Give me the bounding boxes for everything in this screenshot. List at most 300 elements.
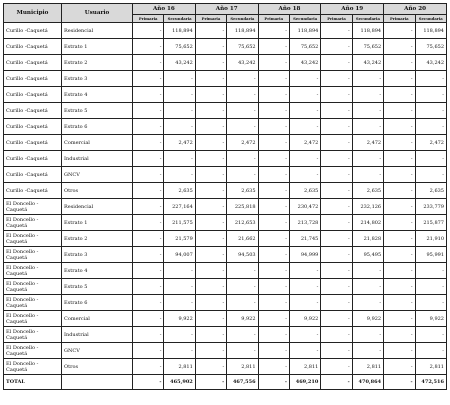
usuario-cell: Estrato 1 [62,39,133,55]
usuario-cell: Estrato 5 [62,103,133,119]
secundaria-cell: - [164,279,195,295]
secundaria-cell: 2,811 [415,359,446,375]
secundaria-cell: 225,818 [227,199,258,215]
column-header-usuario: Usuario [62,4,133,23]
primaria-cell: - [321,247,352,263]
municipio-cell: El Doncello - Caquetá [4,231,62,247]
usuario-cell: Comercial [62,311,133,327]
primaria-cell: - [321,119,352,135]
primaria-cell: - [321,215,352,231]
primaria-cell: - [258,167,289,183]
column-header-secundaria: Secundaria [164,15,195,23]
primaria-cell: - [321,103,352,119]
primaria-cell: - [195,263,226,279]
municipio-cell: El Doncello - Caquetá [4,327,62,343]
secundaria-cell: - [352,279,383,295]
primaria-cell: - [384,151,415,167]
secundaria-cell: - [415,263,446,279]
primaria-cell: - [133,199,164,215]
secundaria-cell: - [289,263,320,279]
secundaria-cell: 2,472 [289,135,320,151]
column-header-secundaria: Secundaria [289,15,320,23]
primaria-cell: - [384,359,415,375]
municipio-cell: El Doncello - Caquetá [4,215,62,231]
primaria-cell: - [195,359,226,375]
secundaria-cell: 118,894 [352,23,383,39]
secundaria-cell: 9,922 [164,311,195,327]
primaria-cell: - [133,167,164,183]
primaria-cell: - [321,263,352,279]
primaria-cell: - [384,103,415,119]
primaria-cell: - [258,279,289,295]
municipio-cell: Curillo -Caquetá [4,103,62,119]
primaria-cell: - [258,103,289,119]
secundaria-cell: - [164,343,195,359]
usuario-cell: Estrato 3 [62,247,133,263]
primaria-cell: - [258,295,289,311]
primaria-cell: - [133,119,164,135]
demand-table [3,3,447,390]
secundaria-cell: 214,802 [352,215,383,231]
primaria-cell: - [384,215,415,231]
column-header-primaria: Primaria [195,15,226,23]
usuario-cell: Estrato 4 [62,87,133,103]
secundaria-cell: - [352,327,383,343]
primaria-cell: - [133,279,164,295]
total-cell: - [384,375,415,390]
primaria-cell: - [258,359,289,375]
primaria-cell: - [133,359,164,375]
total-row [4,375,447,390]
primaria-cell: - [195,71,226,87]
column-header-year: Año 17 [195,4,258,15]
secundaria-cell: 75,652 [352,39,383,55]
primaria-cell: - [384,135,415,151]
secundaria-cell: - [289,279,320,295]
secundaria-cell: - [164,167,195,183]
municipio-cell: Curillo -Caquetá [4,71,62,87]
primaria-cell: - [195,183,226,199]
primaria-cell: - [384,311,415,327]
primaria-cell: - [384,23,415,39]
total-cell: - [321,375,352,390]
demand-table-container [3,3,447,390]
municipio-cell: El Doncello - Caquetá [4,359,62,375]
primaria-cell: - [195,151,226,167]
primaria-cell: - [321,135,352,151]
table-row [4,327,447,343]
table-row [4,167,447,183]
table-row [4,55,447,71]
usuario-cell: Otros [62,359,133,375]
primaria-cell: - [321,359,352,375]
column-header-year: Año 16 [133,4,196,15]
table-row [4,183,447,199]
secundaria-cell: 94,007 [164,247,195,263]
primaria-cell: - [133,215,164,231]
secundaria-cell: 230,472 [289,199,320,215]
primaria-cell: - [258,71,289,87]
secundaria-cell: 21,662 [227,231,258,247]
primaria-cell: - [384,87,415,103]
primaria-cell: - [195,39,226,55]
secundaria-cell: 21,579 [164,231,195,247]
usuario-cell: GNCV [62,167,133,183]
usuario-cell: Estrato 3 [62,71,133,87]
secundaria-cell: 2,635 [352,183,383,199]
column-header-primaria: Primaria [384,15,415,23]
column-header-primaria: Primaria [133,15,164,23]
secundaria-cell: 95,495 [352,247,383,263]
primaria-cell: - [133,231,164,247]
secundaria-cell: 9,922 [289,311,320,327]
total-cell: - [133,375,164,390]
column-header-year: Año 20 [384,4,447,15]
municipio-cell: Curillo -Caquetá [4,87,62,103]
primaria-cell: - [258,39,289,55]
secundaria-cell: - [415,71,446,87]
primaria-cell: - [133,39,164,55]
municipio-cell: El Doncello - Caquetá [4,247,62,263]
primaria-cell: - [195,135,226,151]
primaria-cell: - [133,23,164,39]
table-row [4,295,447,311]
table-row [4,135,447,151]
total-label: TOTAL [4,375,62,390]
secundaria-cell: - [352,71,383,87]
secundaria-cell: - [415,151,446,167]
primaria-cell: - [133,295,164,311]
secundaria-cell: 215,877 [415,215,446,231]
table-row [4,359,447,375]
primaria-cell: - [133,103,164,119]
primaria-cell: - [195,279,226,295]
primaria-cell: - [133,311,164,327]
primaria-cell: - [133,71,164,87]
primaria-cell: - [321,39,352,55]
primaria-cell: - [258,247,289,263]
secundaria-cell: 2,811 [289,359,320,375]
secundaria-cell: - [227,71,258,87]
secundaria-cell: - [352,167,383,183]
primaria-cell: - [258,215,289,231]
secundaria-cell: - [164,103,195,119]
secundaria-cell: 2,635 [289,183,320,199]
primaria-cell: - [321,87,352,103]
primaria-cell: - [133,151,164,167]
primaria-cell: - [321,295,352,311]
primaria-cell: - [195,199,226,215]
usuario-cell: Estrato 4 [62,263,133,279]
secundaria-cell: - [164,263,195,279]
usuario-cell: Industrial [62,151,133,167]
secundaria-cell: 2,811 [164,359,195,375]
primaria-cell: - [133,135,164,151]
secundaria-cell: - [289,167,320,183]
secundaria-cell: - [227,103,258,119]
usuario-cell: Residencial [62,199,133,215]
secundaria-cell: - [227,87,258,103]
column-header-secundaria: Secundaria [415,15,446,23]
secundaria-cell: 2,635 [164,183,195,199]
secundaria-cell: 2,811 [227,359,258,375]
secundaria-cell: - [164,87,195,103]
header-row-years [4,4,447,15]
table-row [4,343,447,359]
secundaria-cell: 21,910 [415,231,446,247]
secundaria-cell: - [289,295,320,311]
secundaria-cell: 43,242 [164,55,195,71]
total-cell: 472,516 [415,375,446,390]
primaria-cell: - [133,263,164,279]
secundaria-cell: - [415,343,446,359]
total-cell: 469,210 [289,375,320,390]
secundaria-cell: 21,745 [289,231,320,247]
municipio-cell: Curillo -Caquetá [4,167,62,183]
primaria-cell: - [195,23,226,39]
secundaria-cell: 118,894 [415,23,446,39]
secundaria-cell: - [352,343,383,359]
secundaria-cell: 2,472 [227,135,258,151]
secundaria-cell: - [352,103,383,119]
secundaria-cell: - [164,119,195,135]
secundaria-cell: 211,575 [164,215,195,231]
municipio-cell: El Doncello - Caquetá [4,263,62,279]
secundaria-cell: - [164,71,195,87]
table-row [4,231,447,247]
municipio-cell: Curillo -Caquetá [4,23,62,39]
primaria-cell: - [258,119,289,135]
primaria-cell: - [258,87,289,103]
primaria-cell: - [258,55,289,71]
column-header-secundaria: Secundaria [352,15,383,23]
municipio-cell: El Doncello - Caquetá [4,295,62,311]
secundaria-cell: - [352,295,383,311]
municipio-cell: El Doncello - Caquetá [4,279,62,295]
usuario-cell: Estrato 5 [62,279,133,295]
secundaria-cell: - [164,295,195,311]
primaria-cell: - [195,55,226,71]
usuario-cell: GNCV [62,343,133,359]
secundaria-cell: - [289,87,320,103]
secundaria-cell: - [227,119,258,135]
secundaria-cell: 94,999 [289,247,320,263]
usuario-cell: Otros [62,183,133,199]
secundaria-cell: 227,164 [164,199,195,215]
secundaria-cell: 43,242 [227,55,258,71]
usuario-cell: Industrial [62,327,133,343]
secundaria-cell: - [227,343,258,359]
column-header-primaria: Primaria [258,15,289,23]
primaria-cell: - [384,279,415,295]
municipio-cell: Curillo -Caquetá [4,55,62,71]
usuario-cell: Estrato 2 [62,231,133,247]
municipio-cell: Curillo -Caquetá [4,151,62,167]
primaria-cell: - [195,311,226,327]
secundaria-cell: - [415,279,446,295]
municipio-cell: Curillo -Caquetá [4,119,62,135]
primaria-cell: - [384,327,415,343]
secundaria-cell: 2,635 [227,183,258,199]
total-cell: - [258,375,289,390]
primaria-cell: - [384,343,415,359]
table-row [4,263,447,279]
secundaria-cell: - [227,167,258,183]
secundaria-cell: - [227,151,258,167]
total-usuario-cell [62,375,133,390]
secundaria-cell: 2,635 [415,183,446,199]
total-cell: 470,864 [352,375,383,390]
primaria-cell: - [133,87,164,103]
secundaria-cell: - [227,263,258,279]
secundaria-cell: 94,503 [227,247,258,263]
primaria-cell: - [321,343,352,359]
municipio-cell: Curillo -Caquetá [4,135,62,151]
primaria-cell: - [321,327,352,343]
primaria-cell: - [133,327,164,343]
primaria-cell: - [258,343,289,359]
primaria-cell: - [258,199,289,215]
primaria-cell: - [195,295,226,311]
usuario-cell: Estrato 6 [62,295,133,311]
primaria-cell: - [384,71,415,87]
table-row [4,151,447,167]
primaria-cell: - [384,263,415,279]
secundaria-cell: 75,652 [289,39,320,55]
municipio-cell: Curillo -Caquetá [4,39,62,55]
primaria-cell: - [321,151,352,167]
total-cell: - [195,375,226,390]
primaria-cell: - [384,39,415,55]
primaria-cell: - [321,55,352,71]
primaria-cell: - [384,167,415,183]
table-row [4,119,447,135]
municipio-cell: Curillo -Caquetá [4,183,62,199]
primaria-cell: - [321,311,352,327]
primaria-cell: - [321,167,352,183]
primaria-cell: - [384,55,415,71]
column-header-primaria: Primaria [321,15,352,23]
secundaria-cell: - [352,87,383,103]
table-row [4,39,447,55]
table-row [4,23,447,39]
secundaria-cell: 2,472 [352,135,383,151]
primaria-cell: - [258,135,289,151]
secundaria-cell: 232,126 [352,199,383,215]
secundaria-cell: - [227,327,258,343]
column-header-municipio: Municipio [4,4,62,23]
usuario-cell: Estrato 2 [62,55,133,71]
secundaria-cell: 233,779 [415,199,446,215]
primaria-cell: - [195,327,226,343]
table-row [4,199,447,215]
secundaria-cell: - [289,343,320,359]
primaria-cell: - [133,183,164,199]
secundaria-cell: 95,991 [415,247,446,263]
primaria-cell: - [321,279,352,295]
column-header-year: Año 19 [321,4,384,15]
municipio-cell: El Doncello - Caquetá [4,199,62,215]
secundaria-cell: - [289,103,320,119]
secundaria-cell: - [352,151,383,167]
primaria-cell: - [258,231,289,247]
primaria-cell: - [133,343,164,359]
total-cell: 465,902 [164,375,195,390]
secundaria-cell: 2,472 [415,135,446,151]
table-row [4,103,447,119]
secundaria-cell: - [415,295,446,311]
usuario-cell: Estrato 1 [62,215,133,231]
primaria-cell: - [195,231,226,247]
secundaria-cell: 118,894 [227,23,258,39]
primaria-cell: - [384,199,415,215]
secundaria-cell: 118,894 [164,23,195,39]
secundaria-cell: 118,894 [289,23,320,39]
secundaria-cell: - [415,167,446,183]
municipio-cell: El Doncello - Caquetá [4,311,62,327]
secundaria-cell: 75,652 [164,39,195,55]
primaria-cell: - [384,119,415,135]
primaria-cell: - [321,199,352,215]
secundaria-cell: 2,472 [164,135,195,151]
primaria-cell: - [133,55,164,71]
secundaria-cell: 43,242 [352,55,383,71]
primaria-cell: - [195,87,226,103]
total-cell: 467,556 [227,375,258,390]
primaria-cell: - [258,263,289,279]
usuario-cell: Residencial [62,23,133,39]
usuario-cell: Comercial [62,135,133,151]
primaria-cell: - [321,183,352,199]
primaria-cell: - [258,327,289,343]
primaria-cell: - [321,231,352,247]
secundaria-cell: 2,811 [352,359,383,375]
secundaria-cell: - [352,263,383,279]
municipio-cell: El Doncello - Caquetá [4,343,62,359]
primaria-cell: - [195,119,226,135]
secundaria-cell: - [227,295,258,311]
secundaria-cell: - [289,327,320,343]
table-row [4,247,447,263]
secundaria-cell: - [289,71,320,87]
primaria-cell: - [384,183,415,199]
primaria-cell: - [258,183,289,199]
secundaria-cell: 212,653 [227,215,258,231]
secundaria-cell: 75,652 [415,39,446,55]
secundaria-cell: 9,922 [352,311,383,327]
usuario-cell: Estrato 6 [62,119,133,135]
secundaria-cell: 9,922 [227,311,258,327]
column-header-year: Año 18 [258,4,321,15]
secundaria-cell: 43,242 [415,55,446,71]
secundaria-cell: 213,728 [289,215,320,231]
primaria-cell: - [321,23,352,39]
primaria-cell: - [384,247,415,263]
secundaria-cell: - [164,151,195,167]
column-header-secundaria: Secundaria [227,15,258,23]
table-row [4,311,447,327]
primaria-cell: - [195,103,226,119]
primaria-cell: - [258,23,289,39]
secundaria-cell: - [289,119,320,135]
primaria-cell: - [195,247,226,263]
secundaria-cell: - [289,151,320,167]
secundaria-cell: - [415,119,446,135]
secundaria-cell: 75,652 [227,39,258,55]
table-row [4,71,447,87]
secundaria-cell: - [164,327,195,343]
secundaria-cell: - [415,87,446,103]
